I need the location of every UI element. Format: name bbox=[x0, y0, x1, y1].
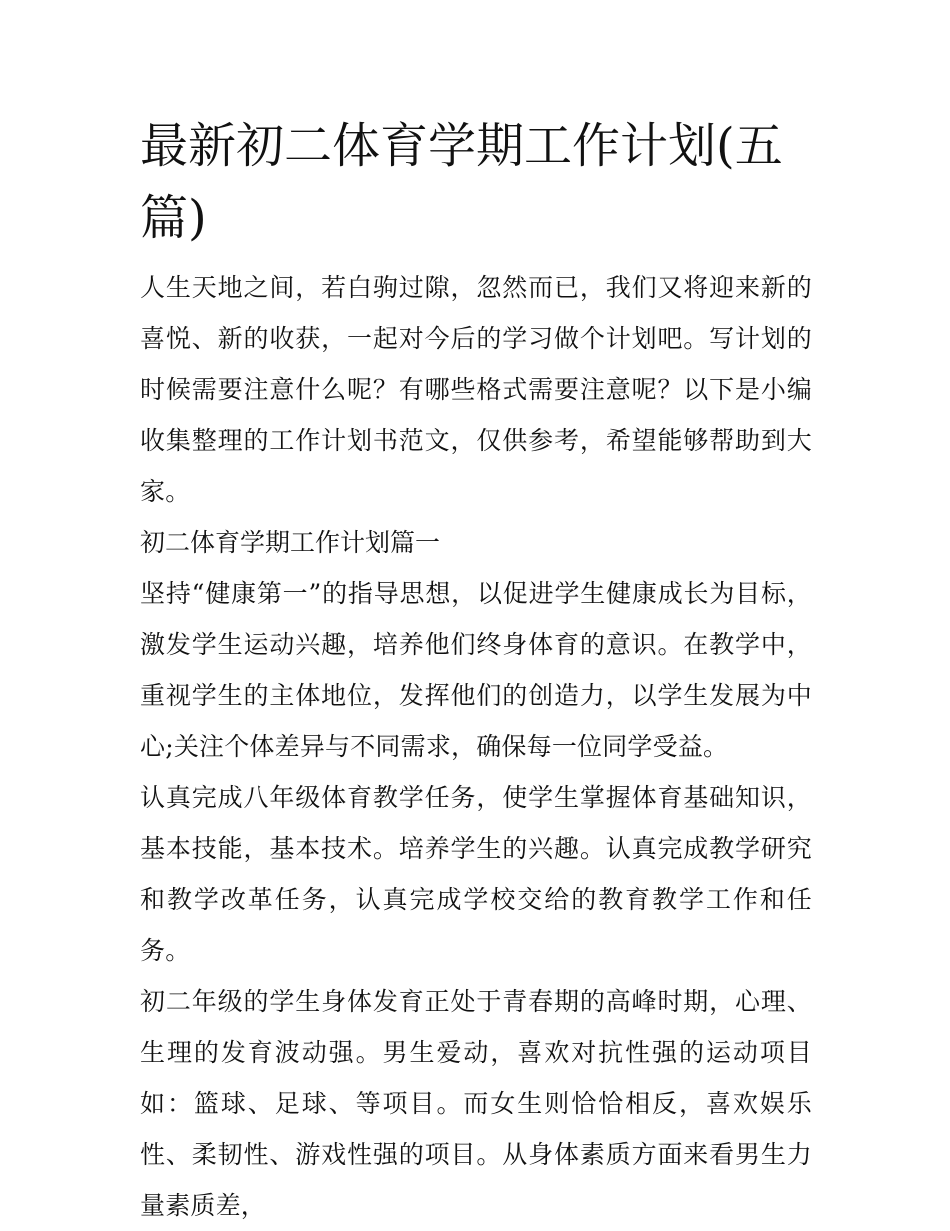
intro-paragraph: 人生天地之间，若白驹过隙，忽然而已，我们又将迎来新的喜悦、新的收获，一起对今后的学习做个计划吧。写计划的时候需要注意什么呢？有哪些格式需要注意呢？以下是小编收集整理的工作计划书范文，仅供参考，希望能够帮助到大家。 bbox=[140, 273, 812, 506]
document-body bbox=[140, 262, 812, 1231]
document-content bbox=[140, 110, 812, 1231]
document-title: 最新初二体育学期工作计划(五篇) bbox=[140, 118, 783, 246]
section-heading: 初二体育学期工作计划篇一 bbox=[140, 528, 441, 557]
student-analysis-paragraph: 初二年级的学生身体发育正处于青春期的高峰时期，心理、生理的发育波动强。男生爱动，喜欢对抗性强的运动项目如：篮球、足球、等项目。而女生则恰恰相反，喜欢娱乐性、柔韧性、游戏性强的项目。从身体素质方面来看男生力量素质差， bbox=[140, 987, 812, 1220]
guiding-principle-paragraph: 坚持“健康第一”的指导思想，以促进学生健康成长为目标，激发学生运动兴趣，培养他们终身体育的意识。在教学中，重视学生的主体地位，发挥他们的创造力，以学生发展为中心;关注个体差异与不同需求，确保每一位同学受益。 bbox=[140, 579, 812, 761]
teaching-task-paragraph: 认真完成八年级体育教学任务，使学生掌握体育基础知识，基本技能，基本技术。培养学生的兴趣。认真完成教学研究和教学改革任务，认真完成学校交给的教育教学工作和任务。 bbox=[140, 783, 812, 965]
